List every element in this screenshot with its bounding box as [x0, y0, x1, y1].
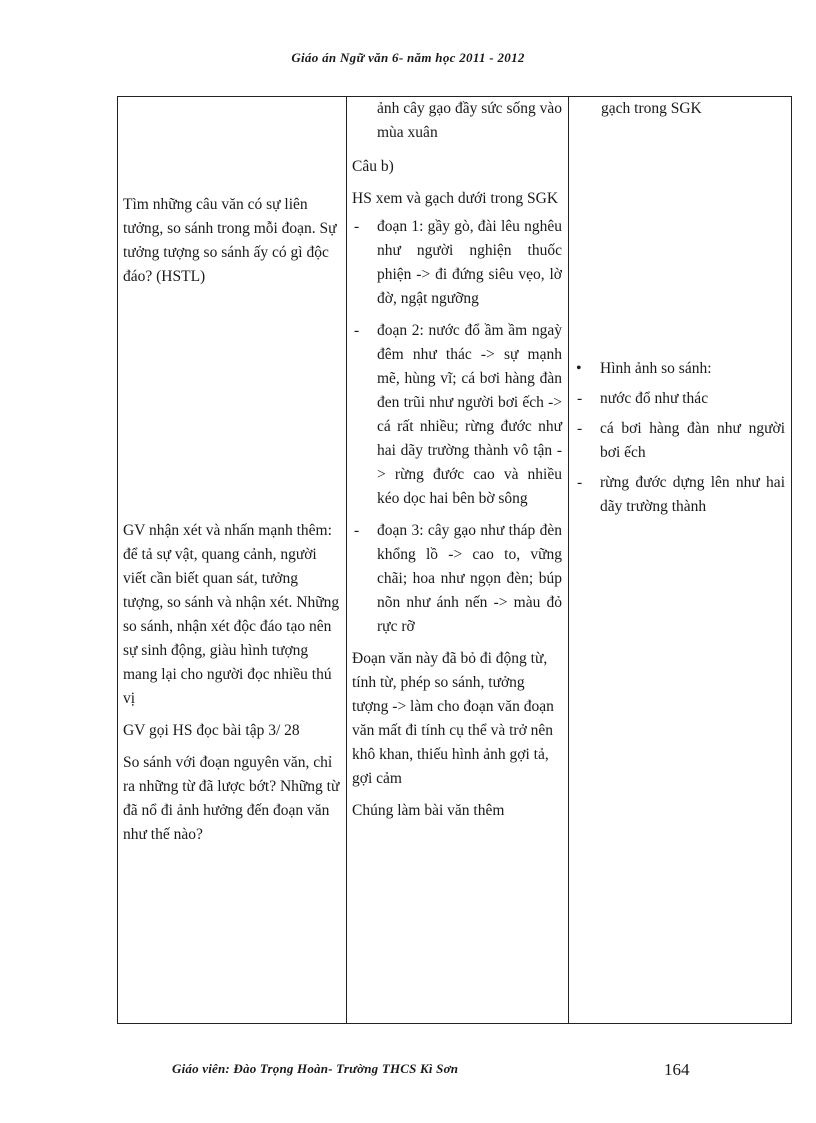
- comparison-list: [575, 387, 785, 519]
- document-footer: Giáo viên: Đào Trọng Hoàn- Trường THCS Kì Sơn: [172, 1061, 459, 1076]
- question-1: Tìm những câu văn có sự liên tưởng, so sánh trong mỗi đoạn. Sự tưởng tượng so sánh ấy có gì độc đáo? (HSTL): [123, 196, 337, 285]
- page-number: 164: [664, 1060, 690, 1079]
- comparison-heading-text: • Hình ảnh so sánh:: [575, 357, 785, 381]
- list-item: - đoạn 1: gầy gò, đài lêu nghêu như người nghiện thuốc phiện -> đi đứng siêu vẹo, lờ đờ, ngật ngưỡng: [352, 215, 562, 311]
- list-item: - cá bơi hàng đàn như người bơi ếch: [575, 417, 785, 465]
- comparison-heading: [575, 357, 785, 381]
- answer-text: Đoạn văn này đã bỏ đi động từ, tính từ, phép so sánh, tưởng tượng -> làm cho đoạn văn đoạn văn mất đi tính cụ thể và trở nên khô khan, thiếu hình ảnh gợi tả, gợi cảm: [352, 650, 554, 787]
- intro-text: ảnh cây gạo đầy sức sống vào mùa xuân: [377, 100, 562, 141]
- list-item: - đoạn 3: cây gạo như tháp đèn khổng lồ -> cao to, vững chãi; hoa như ngọn đèn; búp nõn như ánh nến -> màu đỏ rực rỡ: [352, 519, 562, 639]
- hs-instruction: HS xem và gạch dưới trong SGK: [352, 190, 559, 207]
- teacher-comment: GV nhận xét và nhấn mạnh thêm: để tả sự vật, quang cảnh, người viết cần biết quan sát, tưởng tượng, so sánh và nhận xét. Những so sánh, nhận xét độc đáo tạo nên sự sinh động, giàu hình tượng mang lại cho người đọc nhiều thú vị: [123, 522, 340, 707]
- col3-top-text: gạch trong SGK: [601, 100, 702, 117]
- cau-b-label: Câu b): [352, 158, 394, 175]
- last-line: Chúng làm bài văn thêm: [352, 802, 505, 819]
- list-item: - nước đổ như thác: [575, 387, 785, 411]
- student-activity-column: [347, 97, 569, 1024]
- content-column: [569, 97, 792, 1024]
- paragraph-analysis-list: [352, 215, 562, 639]
- teacher-activity-column: [118, 97, 347, 1024]
- lesson-plan-table: [117, 96, 792, 1024]
- document-header: Giáo án Ngữ văn 6- năm học 2011 - 2012: [291, 50, 525, 65]
- question-2: So sánh với đoạn nguyên văn, chỉ ra những từ đã lược bớt? Những từ đã nổ đi ảnh hưởng đến đoạn văn như thế nào?: [123, 754, 340, 843]
- teacher-call-exercise: GV gọi HS đọc bài tập 3/ 28: [123, 722, 300, 739]
- list-item: - đoạn 2: nước đổ ầm ầm ngaỳ đêm như thác -> sự mạnh mẽ, hùng vĩ; cá bơi hàng đàn đen trũi như người bơi ếch -> cá rất nhiều; rừng đước như hai dãy trường thành vô tận -> rừng đước cao và nhiều kéo dọc hai bên bờ sông: [352, 319, 562, 511]
- list-item: - rừng đước dựng lên như hai dãy trường thành: [575, 471, 785, 519]
